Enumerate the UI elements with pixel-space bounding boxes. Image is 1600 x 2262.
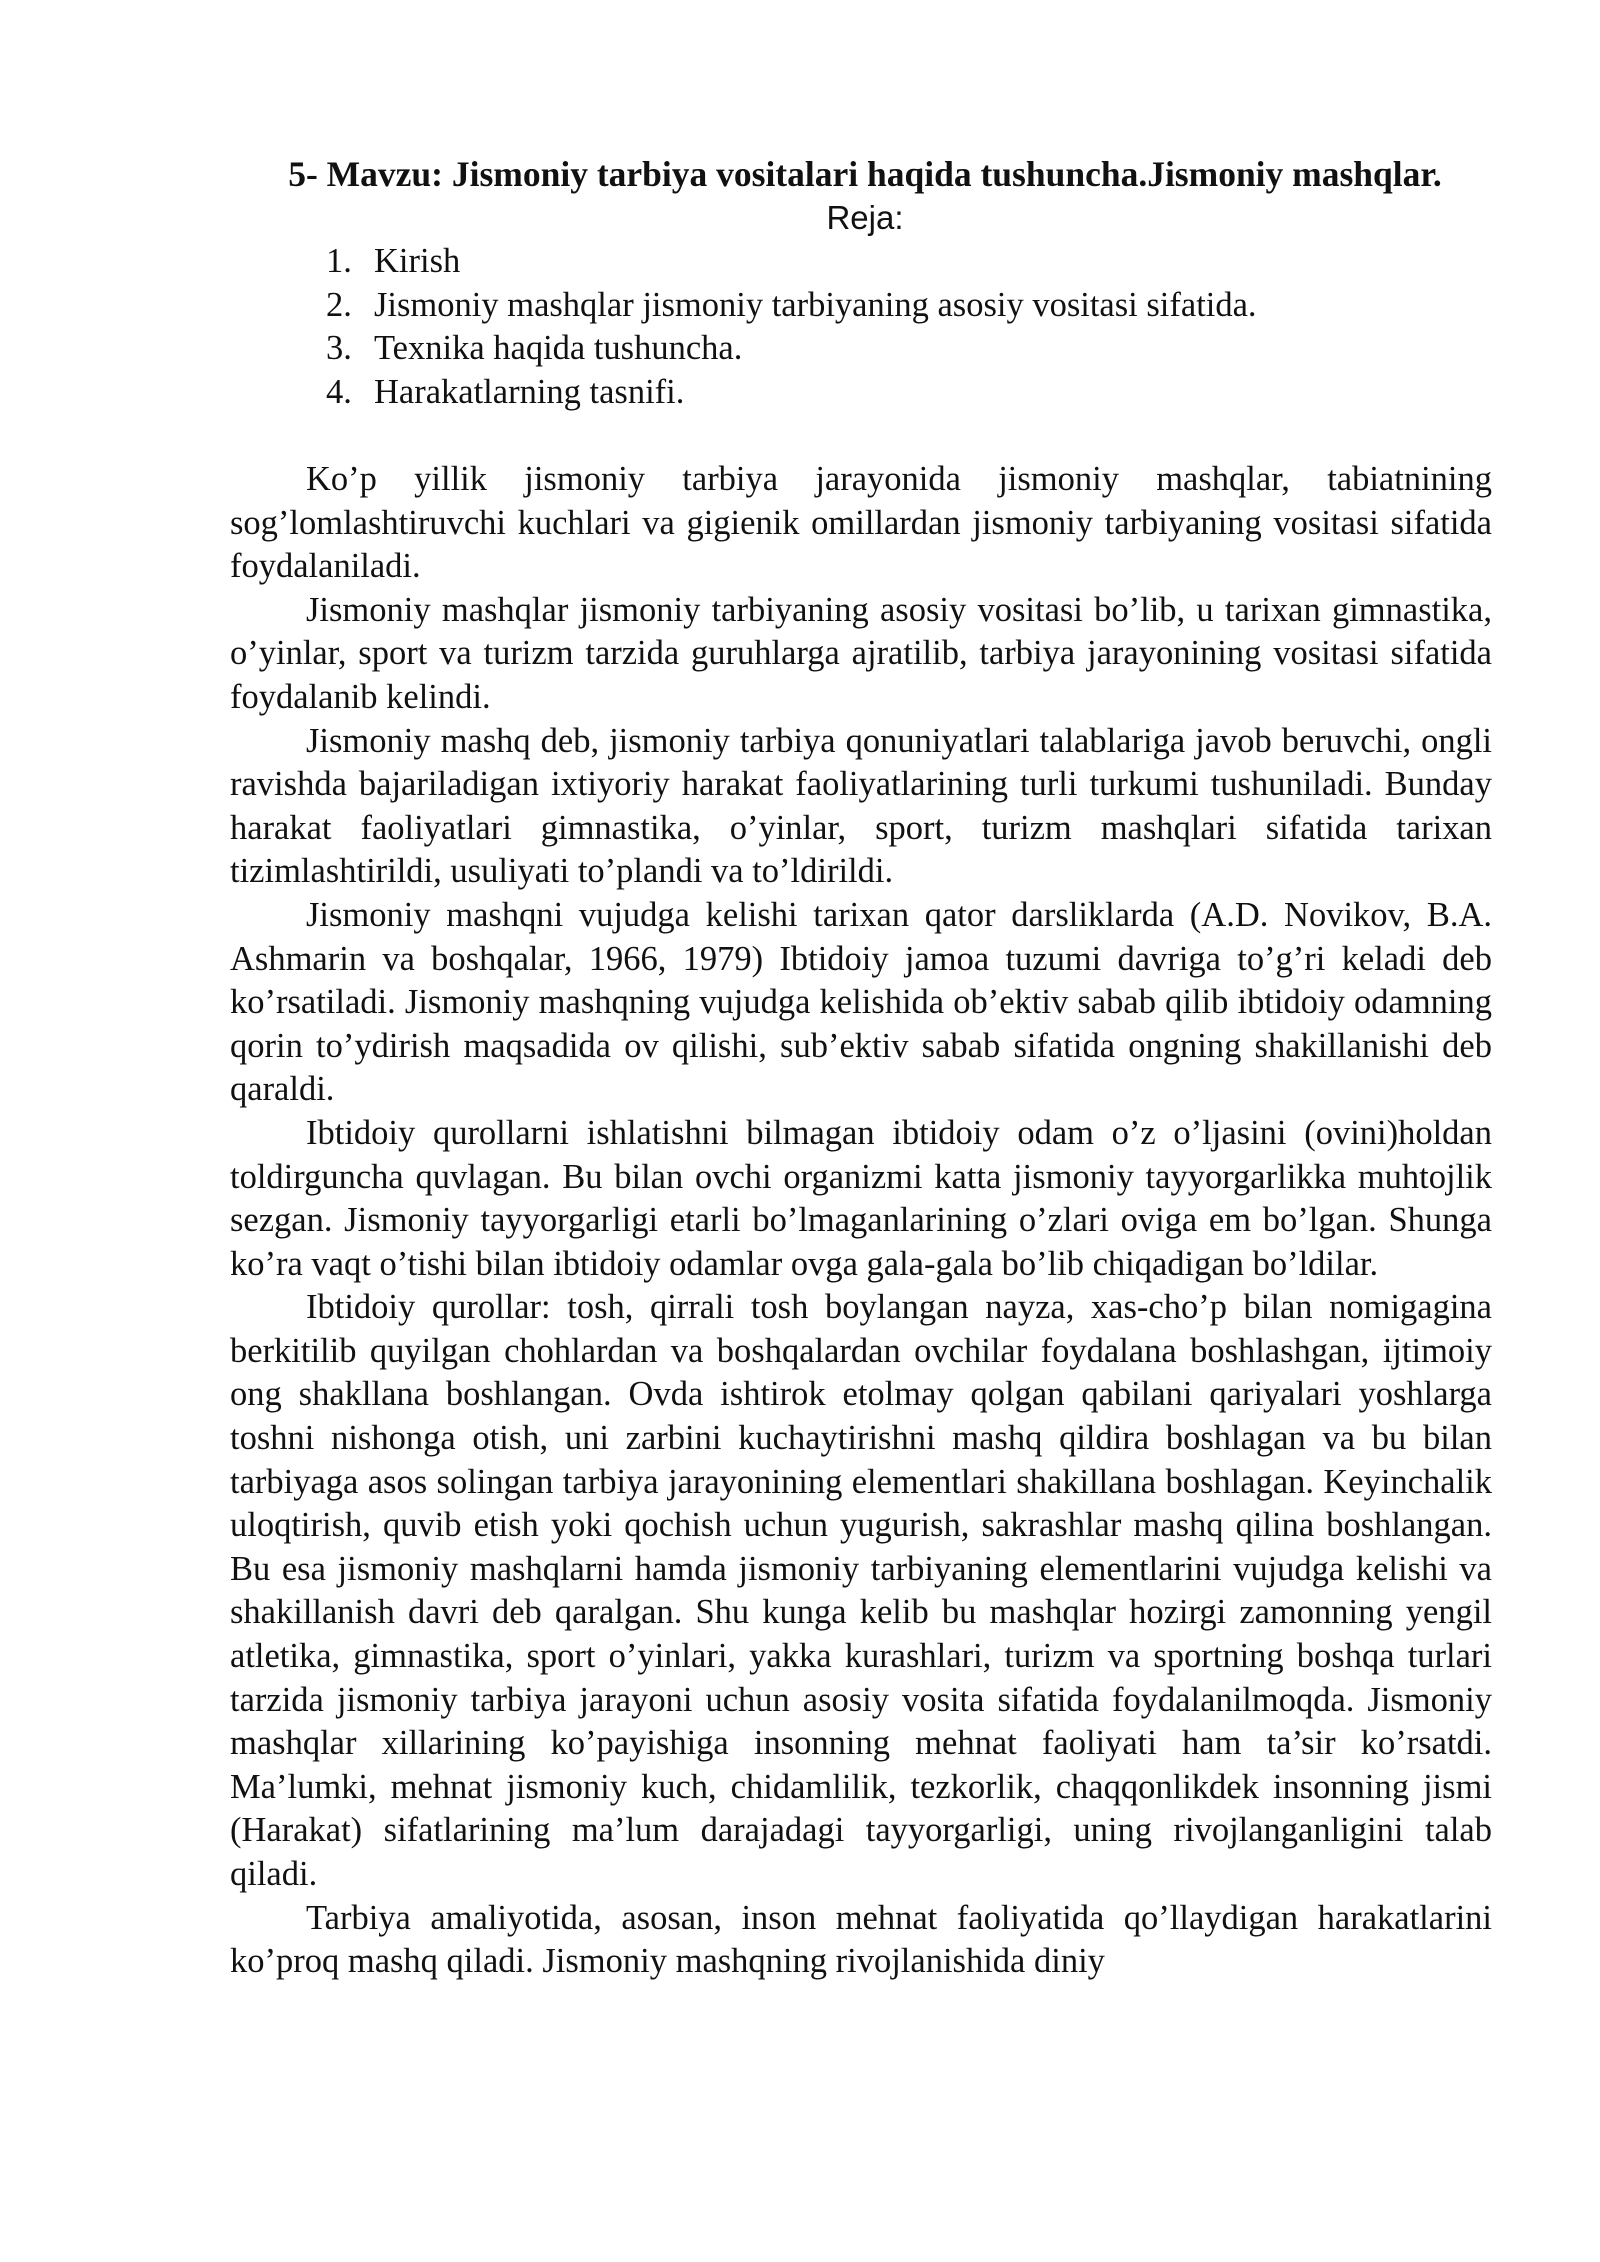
paragraph: Jismoniy mashq deb, jismoniy tarbiya qonuniyatlari talablariga javob beruvchi, ongli ravishda bajariladigan ixtiyoriy harakat faoliyatlarining turli turkumi tushuniladi. Bunday harakat faoliyatlari gimnastika, o’yinlar, sport, turizm mashqlari sifatida tarixan tizimlashtirildi, usuliyati to’plandi va to’ldirildi. xyxy=(230,721,1492,891)
plan-item-number: 2. xyxy=(326,285,352,324)
plan-item xyxy=(326,284,1257,328)
plan-item-text: Kirish xyxy=(374,242,461,280)
plan-item-number: 1. xyxy=(326,242,352,280)
plan-item xyxy=(326,371,1257,415)
plan-label: Reja: xyxy=(826,199,904,236)
plan-item-text: Harakatlarning tasnifi. xyxy=(374,372,685,411)
plan-item-text: Texnika haqida tushuncha. xyxy=(374,329,743,367)
paragraph: Tarbiya amaliyotida, asosan, inson mehnat faoliyatida qo’llaydigan harakatlarini ko’proq mashq qiladi. Jismoniy mashqning rivojlanishida diniy xyxy=(230,1898,1492,1981)
paragraph: Ibtidoiy qurollarni ishlatishni bilmagan ibtidoiy odam o’z o’ljasini (ovini)holdan toldirguncha quvlagan. Bu bilan ovchi organizmi katta jismoniy tayyorgarlikka muhtojlik sezgan. Jismoniy tayyorgarligi etarli bo’lmaganlarining o’zlari oviga em bo’lgan. Shunga ko’ra vaqt o’tishi bilan ibtidoiy odamlar ovga gala-gala bo’lib chiqadigan bo’ldilar. xyxy=(230,1113,1492,1283)
plan-list xyxy=(326,240,1257,414)
document-body xyxy=(230,458,1492,1984)
paragraph: Ibtidoiy qurollar: tosh, qirrali tosh boylangan nayza, xas-cho’p bilan nomigagina berkitilib quyilgan chohlardan va boshqalardan ovchilar foydalana boshlashgan, ijtimoiy ong shakllana boshlangan. Ovda ishtirok etolmay qolgan qabilani qariyalari yoshlarga toshni nishonga otish, uni zarbini kuchaytirishni mashq qildira boshlagan va bu bilan tarbiyaga asos solingan tarbiya jarayonining elementlari shakillana boshlagan. Keyinchalik uloqtirish, quvib etish yoki qochish uchun yugurish, sakrashlar mashq qilina boshlangan. Bu esa jismoniy mashqlarni hamda jismoniy tarbiyaning elementlarini vujudga kelishi va shakillanish davri deb qaralgan. Shu kunga kelib bu mashqlar hozirgi zamonning yengil atletika, gimnastika, sport o’yinlari, yakka kurashlari, turizm va sportning boshqa turlari tarzida jismoniy tarbiya jarayoni uchun asosiy vosita sifatida foydalanilmoqda. Jismoniy mashqlar xillarining ko’payishiga insonning mehnat faoliyati ham ta’sir ko’rsatdi. Ma’lumki, mehnat jismoniy kuch, chidamlilik, tezkorlik, chaqqonlikdek insonning jismi (Harakat) sifatlarining ma’lum darajadagi tayyorgarligi, uning rivojlanganligini talab qiladi. xyxy=(230,1288,1492,1893)
paragraph: Jismoniy mashqlar jismoniy tarbiyaning asosiy vositasi bo’lib, u tarixan gimnastika, o’yinlar, sport va turizm tarzida guruhlarga ajratilib, tarbiya jarayonining vositasi sifatida foydalanib kelindi. xyxy=(230,590,1492,716)
plan-item xyxy=(326,327,1257,371)
paragraph: Jismoniy mashqni vujudga kelishi tarixan qator darsliklarda (A.D. Novikov, B.A. Ashmarin va boshqalar, 1966, 1979) Ibtidoiy jamoa tuzumi davriga to’g’ri keladi deb ko’rsatiladi. Jismoniy mashqning vujudga kelishida ob’ektiv sabab qilib ibtidoiy odamning qorin to’ydirish maqsadida ov qilishi, sub’ektiv sabab sifatida ongning shakillanishi deb qaraldi. xyxy=(230,895,1492,1109)
plan-item-text: Jismoniy mashqlar jismoniy tarbiyaning asosiy vositasi sifatida. xyxy=(374,285,1257,324)
plan-item-number: 3. xyxy=(326,329,352,367)
paragraph: Ko’p yillik jismoniy tarbiya jarayonida jismoniy mashqlar, tabiatnining sog’lomlashtiruvchi kuchlari va gigienik omillardan jismoniy tarbiyaning vositasi sifatida foydalaniladi. xyxy=(230,460,1492,586)
document-title: 5- Mavzu: Jismoniy tarbiya vositalari haqida tushuncha.Jismoniy mashqlar. xyxy=(288,154,1442,194)
plan-item xyxy=(326,240,1257,284)
plan-item-number: 4. xyxy=(326,372,352,411)
